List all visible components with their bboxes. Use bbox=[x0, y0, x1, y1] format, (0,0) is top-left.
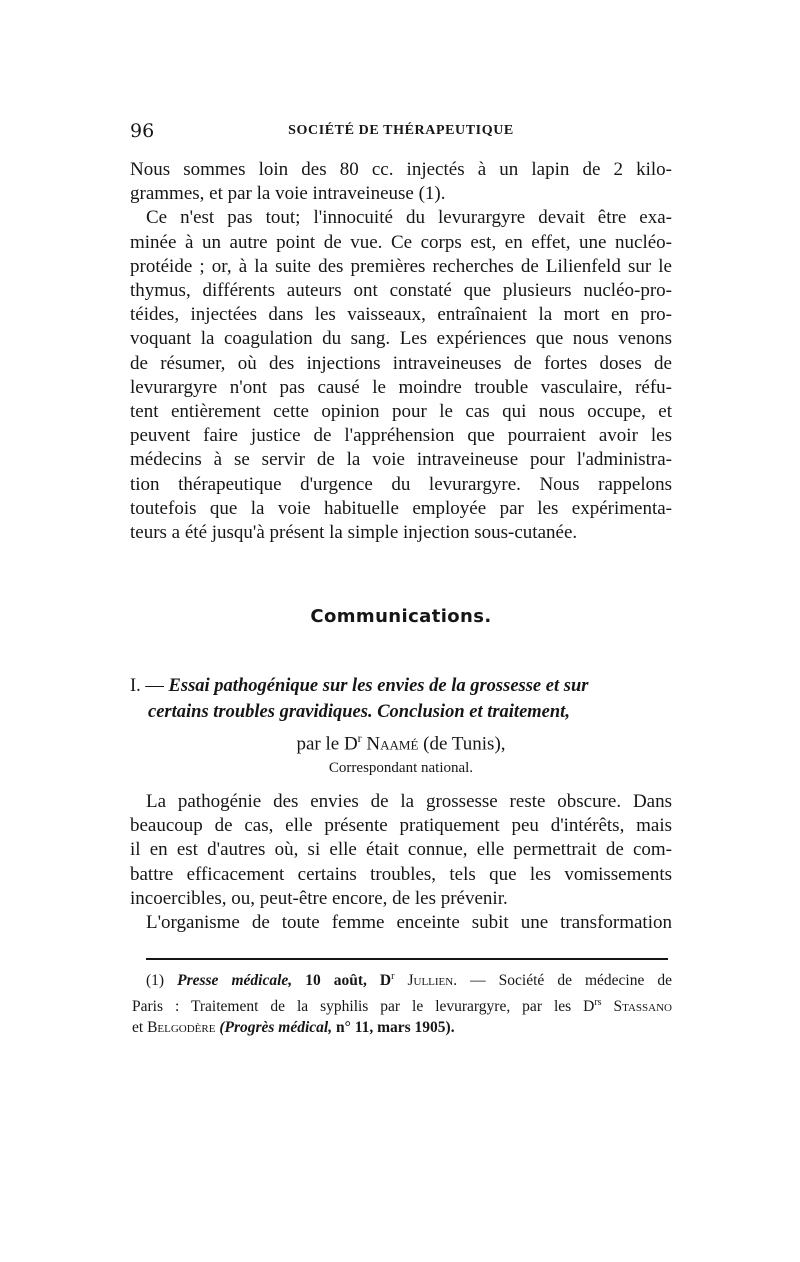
page-header bbox=[130, 120, 672, 146]
footnote-date-1: 10 août, D bbox=[305, 972, 392, 990]
article-title-line-2: certains troubles gravidiques. Conclusion et traitement, bbox=[148, 702, 570, 722]
text-line: Ce n'est pas tout; l'innocuité du levurargyre devait être exa- bbox=[146, 207, 672, 229]
footnote-sup-1: r bbox=[391, 971, 395, 982]
text-line: de résumer, où des injections intraveineuses de fortes doses de bbox=[130, 352, 672, 374]
text-line: voquant la coagulation du sang. Les expériences que nous venons bbox=[130, 328, 672, 350]
text-line: tion thérapeutique d'urgence du levurargyre. Nous rappelons bbox=[130, 473, 672, 495]
article-author bbox=[130, 725, 672, 757]
continuation-paragraph bbox=[130, 158, 672, 545]
text-line: L'organisme de toute femme enceinte subit une transformation bbox=[146, 912, 672, 934]
text-line: La pathogénie des envies de la grossesse reste obscure. Dans bbox=[146, 791, 672, 812]
article-title-line-1 bbox=[130, 673, 672, 699]
text-line: il en est d'autres où, si elle était connue, elle permettrait de com- bbox=[130, 839, 672, 861]
footnote-and: et bbox=[132, 1019, 144, 1037]
article-heading bbox=[130, 673, 672, 779]
footnote-text-3: n° 11, mars 1905). bbox=[336, 1019, 455, 1037]
page-number: 96 bbox=[130, 120, 155, 142]
footnote-name-2: Stassano bbox=[613, 997, 673, 1015]
footnote-name-1: Jullien. bbox=[407, 972, 458, 990]
article-number: I. — bbox=[130, 676, 164, 696]
footnote-rule bbox=[146, 958, 668, 960]
text-line: levurargyre n'ont pas causé le moindre trouble vasculaire, réfu- bbox=[130, 376, 672, 398]
article-title-part-1: Essai pathogénique sur les envies de la grossesse et sur bbox=[168, 676, 589, 696]
body-paragraph bbox=[130, 790, 672, 935]
text-line: toutefois que la voie habituelle employée par les expérimenta- bbox=[130, 497, 672, 519]
text-line: teurs a été jusqu'à présent la simple injection sous-cutanée. bbox=[130, 522, 578, 544]
footnote-text-2: Paris : Traitement de la syphilis par le levurargyre, par les D bbox=[132, 997, 595, 1015]
text-line: thymus, différents auteurs ont constaté que plusieurs nucléo-pro- bbox=[130, 280, 672, 302]
footnote-line-3 bbox=[132, 1017, 672, 1039]
author-role: Correspondant national. bbox=[328, 760, 474, 777]
text-line: minée à un autre point de vue. Ce corps est, en effet, une nucléo- bbox=[130, 231, 672, 253]
text-line: téides, injectées dans les vaisseaux, entraînaient la mort en pro- bbox=[130, 304, 672, 326]
text-line: protéide ; or, à la suite des premières recherches de Lilienfeld sur le bbox=[130, 255, 672, 277]
text-line: incoercibles, ou, peut-être encore, de les prévenir. bbox=[130, 887, 508, 909]
footnote-sup-2: rs bbox=[594, 996, 602, 1008]
author-title-sup: r bbox=[357, 731, 362, 745]
footnote-name-3: Belgodère bbox=[147, 1019, 216, 1037]
text-line: battre efficacement certains troubles, tels que les vomissements bbox=[130, 863, 672, 885]
section-title: Communications. bbox=[310, 606, 492, 627]
text-line: médecins à se servir de la voie intraveineuse pour l'administra- bbox=[130, 449, 672, 471]
text-line: tent entièrement cette opinion pour le cas qui nous occupe, et bbox=[130, 401, 672, 423]
author-name: Naamé bbox=[366, 733, 419, 755]
author-prefix: par le D bbox=[296, 733, 358, 755]
text-line: peuvent faire justice de l'appréhension que pourraient avoir les bbox=[130, 425, 672, 447]
footnote-marker: (1) bbox=[146, 972, 165, 990]
text-line: Nous sommes loin des 80 cc. injectés à un lapin de 2 kilo- bbox=[130, 159, 672, 180]
text-line: grammes, et par la voie intraveineuse (1). bbox=[130, 183, 446, 205]
footnote-journal-1: Presse médicale, bbox=[177, 972, 293, 990]
footnote-line-1 bbox=[132, 966, 672, 992]
footnote-journal-2: (Progrès médical, bbox=[219, 1019, 333, 1037]
text-line: beaucoup de cas, elle présente pratiquement peu d'intérêts, mais bbox=[130, 815, 672, 837]
footnote-text-1: — Société de médecine de bbox=[470, 972, 673, 990]
running-head: SOCIÉTÉ DE THÉRAPEUTIQUE bbox=[288, 123, 514, 138]
footnote-line-2 bbox=[132, 992, 672, 1018]
footnote bbox=[132, 966, 672, 1039]
author-suffix: (de Tunis), bbox=[423, 733, 506, 755]
